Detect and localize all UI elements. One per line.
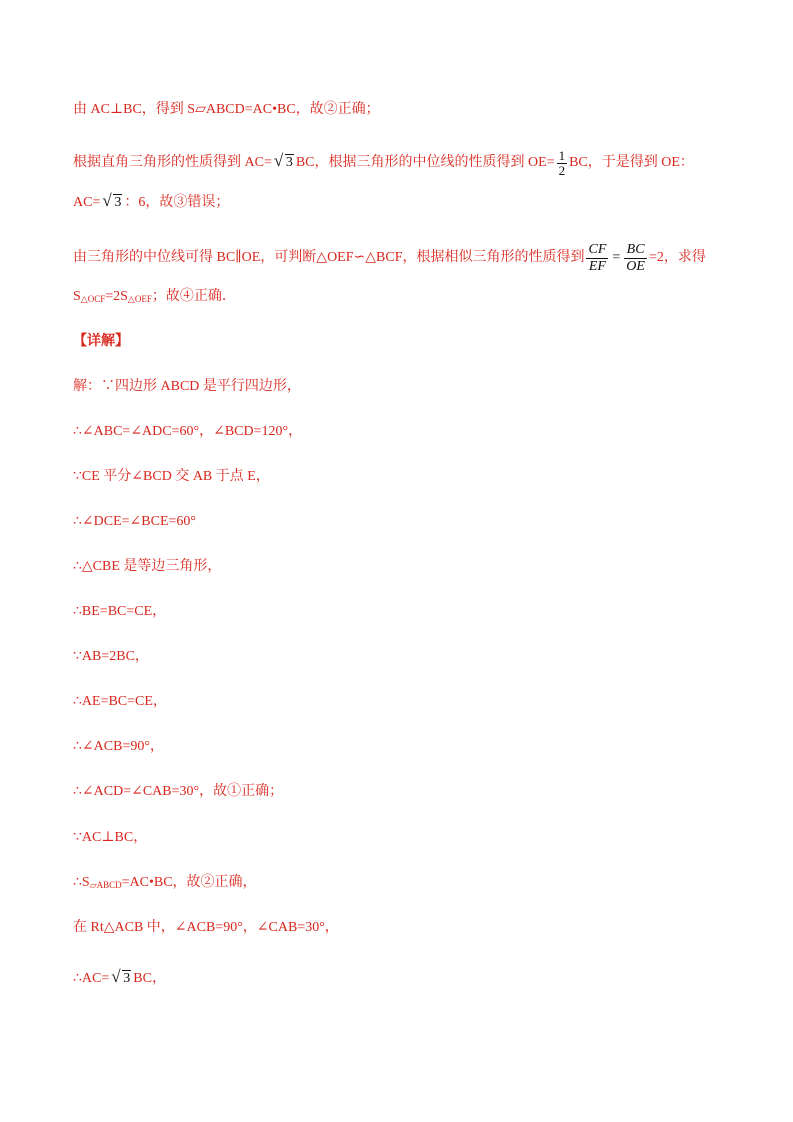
solution-line-9: ∴∠ACB=90°， bbox=[73, 739, 164, 754]
text: S bbox=[73, 289, 81, 304]
solution-line-5: ∴△CBE 是等边三角形， bbox=[73, 559, 222, 574]
subscript: △OCF bbox=[80, 294, 106, 304]
fraction-numerator: 1 bbox=[558, 147, 566, 163]
text: =AC•BC，故②正确， bbox=[121, 875, 257, 890]
text: BC， bbox=[133, 971, 166, 986]
solution-line-2: ∴∠ABC=∠ADC=60°，∠BCD=120°， bbox=[73, 424, 303, 439]
text: BC，于是得到 OE： bbox=[569, 155, 694, 170]
subscript: △OEF bbox=[127, 294, 152, 304]
text: BC，根据三角形的中位线的性质得到 OE= bbox=[295, 155, 555, 170]
text: ；故④正确． bbox=[151, 289, 236, 304]
solution-line-12 bbox=[73, 873, 257, 895]
solution-line-13: 在 Rt△ACB 中，∠ACB=90°，∠CAB=30°， bbox=[73, 920, 339, 935]
text: AC= bbox=[73, 195, 101, 210]
solution-line-3: ∵CE 平分∠BCD 交 AB 于点 E， bbox=[73, 469, 270, 484]
fraction-bc-oe bbox=[624, 242, 647, 275]
sqrt-expression: √ 3 bbox=[102, 191, 122, 210]
solution-line-11: ∵AC⊥BC， bbox=[73, 830, 148, 845]
text: 根据直角三角形的性质得到 AC= bbox=[73, 155, 272, 170]
section-heading: 【详解】 bbox=[73, 334, 129, 349]
fraction-denominator: OE bbox=[626, 258, 645, 274]
solution-line-4: ∴∠DCE=∠BCE=60° bbox=[73, 514, 196, 529]
sqrt-expression: √ 3 bbox=[273, 151, 293, 170]
solution-line-10: ∴∠ACD=∠CAB=30°，故①正确； bbox=[73, 784, 284, 799]
text-line-4 bbox=[73, 240, 706, 276]
text-line-2 bbox=[73, 148, 694, 178]
solution-line-1: 解：∵四边形 ABCD 是平行四边形， bbox=[73, 379, 301, 394]
sqrt-radicand: 3 bbox=[114, 195, 122, 210]
text: 由 AC⊥BC，得到 S▱ABCD=AC•BC，故②正确； bbox=[73, 102, 380, 117]
text: 由三角形的中位线可得 BC∥OE，可判断△OEF∽△BCF，根据相似三角形的性质得到 bbox=[73, 250, 585, 265]
text: =2，求得 bbox=[648, 250, 706, 265]
text: ∴S bbox=[73, 875, 90, 890]
solution-line-14 bbox=[73, 966, 166, 992]
subscript: ▱ABCD bbox=[89, 880, 122, 890]
solution-line-8: ∴AE=BC=CE， bbox=[73, 694, 167, 709]
fraction-one-half bbox=[557, 149, 568, 178]
text-line-5 bbox=[73, 287, 236, 309]
text-line-3 bbox=[73, 193, 229, 213]
solution-line-7: ∵AB=2BC， bbox=[73, 649, 149, 664]
text: ∴AC= bbox=[73, 971, 110, 986]
fraction-denominator: EF bbox=[588, 258, 606, 274]
fraction-numerator: BC bbox=[626, 241, 645, 257]
fraction-denominator: 2 bbox=[558, 162, 566, 178]
sqrt-radicand: 3 bbox=[285, 155, 293, 170]
sqrt-radicand: 3 bbox=[123, 971, 131, 986]
text-line-1 bbox=[73, 100, 380, 120]
text: =2S bbox=[105, 289, 128, 304]
equals-sign: = bbox=[612, 250, 621, 265]
text: ：6，故③错误； bbox=[124, 195, 230, 210]
sqrt-expression: √ 3 bbox=[111, 967, 131, 986]
solution-line-6: ∴BE=BC=CE， bbox=[73, 604, 167, 619]
fraction-cf-ef bbox=[586, 242, 608, 275]
fraction-numerator: CF bbox=[588, 241, 607, 257]
